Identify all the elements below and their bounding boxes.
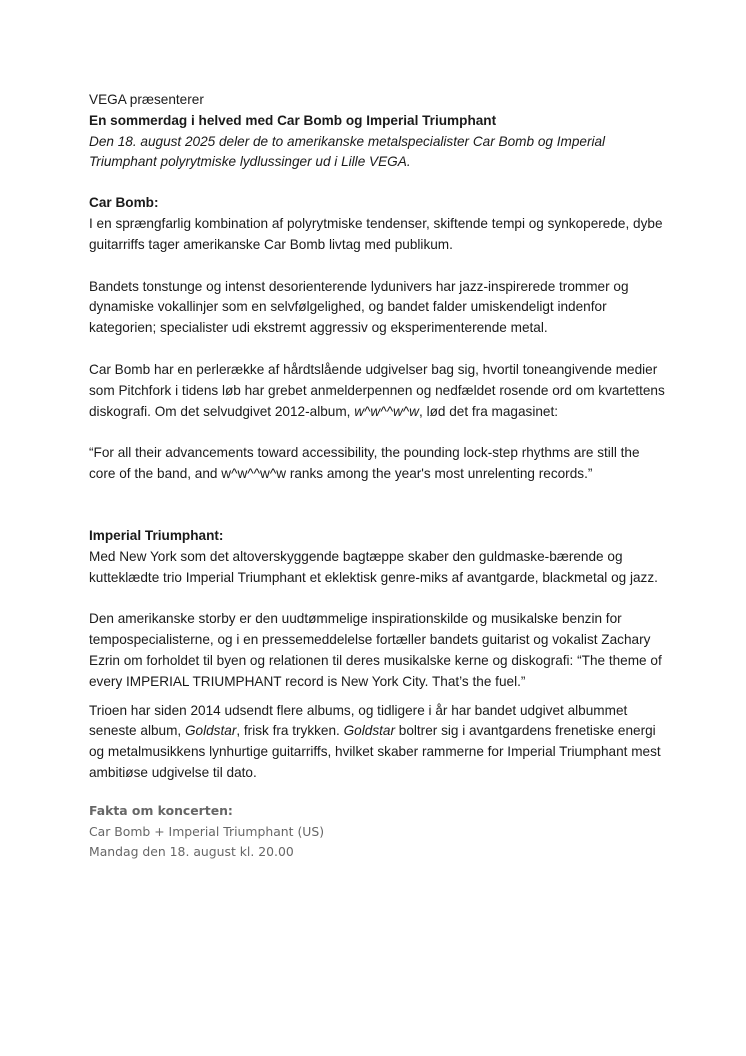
imperial-paragraph-3-text: Trioen har siden 2014 udsendt flere albums, og tidligere i år har bandet udgivet albummet seneste album,: [89, 702, 628, 739]
facts-date: Mandag den 18. august kl. 20.00: [89, 844, 294, 860]
car-bomb-heading: Car Bomb:: [89, 195, 159, 211]
imperial-paragraph-3-end: boltrer sig i avantgardens frenetiske energi og metalmusikkens lynhurtige guitarriffs, hvilket skaber rammerne for Imperial Triumphant mest ambitiøse udgivelse til dato.: [89, 723, 661, 780]
car-bomb-paragraph-2: Bandets tonstunge og intenst desorienterende lydunivers har jazz-inspirerede trommer og dynamiske vokallinjer som en selvfølgelighed, og bandet falder umiskendeligt indenfor kategorien; specialister udi ekstremt aggressiv og eksperimenterende metal.: [89, 278, 629, 336]
headline: En sommerdag i helved med Car Bomb og Imperial Triumphant: [89, 112, 497, 128]
imperial-paragraph-3: [89, 701, 669, 784]
concert-facts: [89, 801, 669, 863]
album-title: Goldstar: [184, 723, 237, 739]
imperial-triumphant-heading: Imperial Triumphant:: [89, 527, 224, 543]
car-bomb-paragraph-3: [89, 360, 669, 422]
press-release-body: [89, 90, 669, 863]
car-bomb-paragraph-1: I en sprængfarlig kombination af polyrytmiske tendenser, skiftende tempi og synkoperede, dybe guitarriffs tager amerikanske Car Bomb livtag med publikum.: [89, 215, 663, 252]
imperial-paragraph-2: Den amerikanske storby er den uudtømmelige inspirationskilde og musikalske benzin for tempospecialisterne, og i en pressemeddelelse fortæller bandets guitarist og vokalist Zachary Ezrin om forholdet til byen og relationen til deres musikalske kerne og diskografi: “The theme of every IMPERIAL TRIUMPHANT record is New York City. That’s the fuel.”: [89, 611, 662, 689]
imperial-paragraph-3-text: , frisk fra trykken.: [236, 723, 344, 739]
car-bomb-paragraph-3-end: , lød det fra magasinet:: [419, 403, 559, 419]
imperial-paragraph-1: Med New York som det altoverskyggende bagtæppe skaber den guldmaske-bærende og kutteklædte trio Imperial Triumphant et eklektisk genre-miks af avantgarde, blackmetal og jazz.: [89, 548, 658, 585]
facts-lineup: Car Bomb + Imperial Triumphant (US): [89, 823, 325, 839]
presenter-line: VEGA præsenterer: [89, 92, 204, 107]
pitchfork-quote: “For all their advancements toward accessibility, the pounding lock-step rhythms are still the core of the band, and w^w^^w^w ranks among the year's most unrelenting records.”: [89, 445, 640, 482]
album-title: Goldstar: [343, 723, 395, 739]
facts-heading: Fakta om koncerten:: [89, 802, 233, 818]
car-bomb-paragraph-3-text: Car Bomb har en perlerække af hårdtslående udgivelser bag sig, hvortil toneangivende medier som Pitchfork i tidens løb har grebet anmelderpennen og nedfældet rosende ord om kvartettens diskografi. Om det selvudgivet 2012-album,: [89, 361, 665, 419]
album-title: w^w^^w^w: [354, 403, 420, 419]
lead-paragraph: Den 18. august 2025 deler de to amerikanske metalspecialister Car Bomb og Imperial Triumphant polyrytmiske lydlussinger ud i Lille VEGA.: [89, 133, 606, 170]
